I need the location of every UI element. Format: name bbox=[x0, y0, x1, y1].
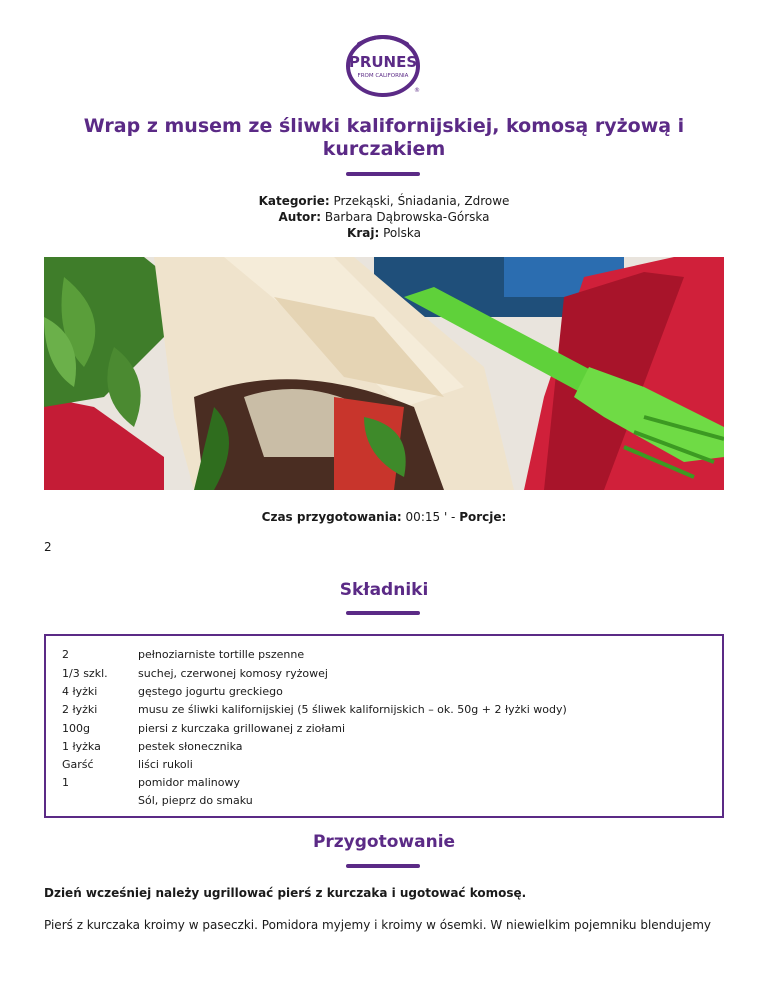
prunes-logo bbox=[343, 32, 423, 98]
ingredient-qty: 4 łyżki bbox=[62, 685, 98, 698]
svg-text:®: ® bbox=[414, 87, 420, 94]
title-divider bbox=[346, 172, 420, 176]
preparation-text: Pierś z kurczaka kroimy w paseczki. Pomidora myjemy i kroimy w ósemki. W niewielkim pojemniku blendujemy bbox=[44, 918, 711, 932]
preparation-heading: Przygotowanie bbox=[312, 832, 456, 852]
prep-time-label: Czas przygotowania: bbox=[261, 510, 402, 524]
ingredient-name: pestek słonecznika bbox=[138, 740, 243, 753]
preparation-intro: Dzień wcześniej należy ugrillować pierś z kurczaka i ugotować komosę. bbox=[44, 886, 527, 900]
recipe-photo bbox=[44, 257, 724, 490]
author-value: Barbara Dąbrowska-Górska bbox=[321, 210, 490, 224]
category-value: Przekąski, Śniadania, Zdrowe bbox=[329, 194, 510, 208]
ingredient-name: pełnoziarniste tortille pszenne bbox=[138, 648, 305, 661]
prep-time-value: 00:15 ' - bbox=[401, 510, 460, 524]
ingredient-qty: Garść bbox=[62, 758, 94, 771]
recipe-title: Wrap z musem ze śliwki kalifornijskiej, komosą ryżową i kurczakiem bbox=[83, 115, 685, 160]
ingredient-qty: 1 bbox=[62, 776, 69, 789]
prep-info bbox=[0, 510, 768, 524]
preparation-divider bbox=[346, 864, 420, 868]
ingredient-qty: 2 łyżki bbox=[62, 703, 98, 716]
portions-value: 2 bbox=[44, 540, 52, 554]
country-value: Polska bbox=[379, 226, 421, 240]
meta-category bbox=[0, 193, 768, 210]
ingredient-name: suchej, czerwonej komosy ryżowej bbox=[138, 667, 328, 680]
country-label: Kraj: bbox=[347, 226, 380, 240]
author-label: Autor: bbox=[278, 210, 322, 224]
svg-text:PRUNES: PRUNES bbox=[348, 53, 418, 71]
meta-country bbox=[0, 225, 768, 242]
svg-text:FROM CALIFORNIA: FROM CALIFORNIA bbox=[357, 73, 409, 79]
ingredient-name: gęstego jogurtu greckiego bbox=[138, 685, 283, 698]
ingredient-qty: 1/3 szkl. bbox=[62, 667, 108, 680]
ingredient-name: liści rukoli bbox=[138, 758, 193, 771]
ingredient-name: Sól, pieprz do smaku bbox=[138, 794, 253, 807]
ingredients-heading: Składniki bbox=[339, 580, 429, 600]
ingredient-name: piersi z kurczaka grillowanej z ziołami bbox=[138, 722, 346, 735]
ingredient-qty: 2 bbox=[62, 648, 69, 661]
ingredients-divider bbox=[346, 611, 420, 615]
ingredient-name: pomidor malinowy bbox=[138, 776, 240, 789]
ingredient-name: musu ze śliwki kalifornijskiej (5 śliwek kalifornijskich – ok. 50g + 2 łyżki wody) bbox=[138, 703, 567, 716]
ingredient-qty: 100g bbox=[62, 722, 90, 735]
ingredient-qty: 1 łyżka bbox=[62, 740, 101, 753]
category-label: Kategorie: bbox=[258, 194, 330, 208]
ingredients-box bbox=[44, 634, 724, 818]
meta-author bbox=[0, 209, 768, 226]
portions-label: Porcje: bbox=[459, 510, 507, 524]
